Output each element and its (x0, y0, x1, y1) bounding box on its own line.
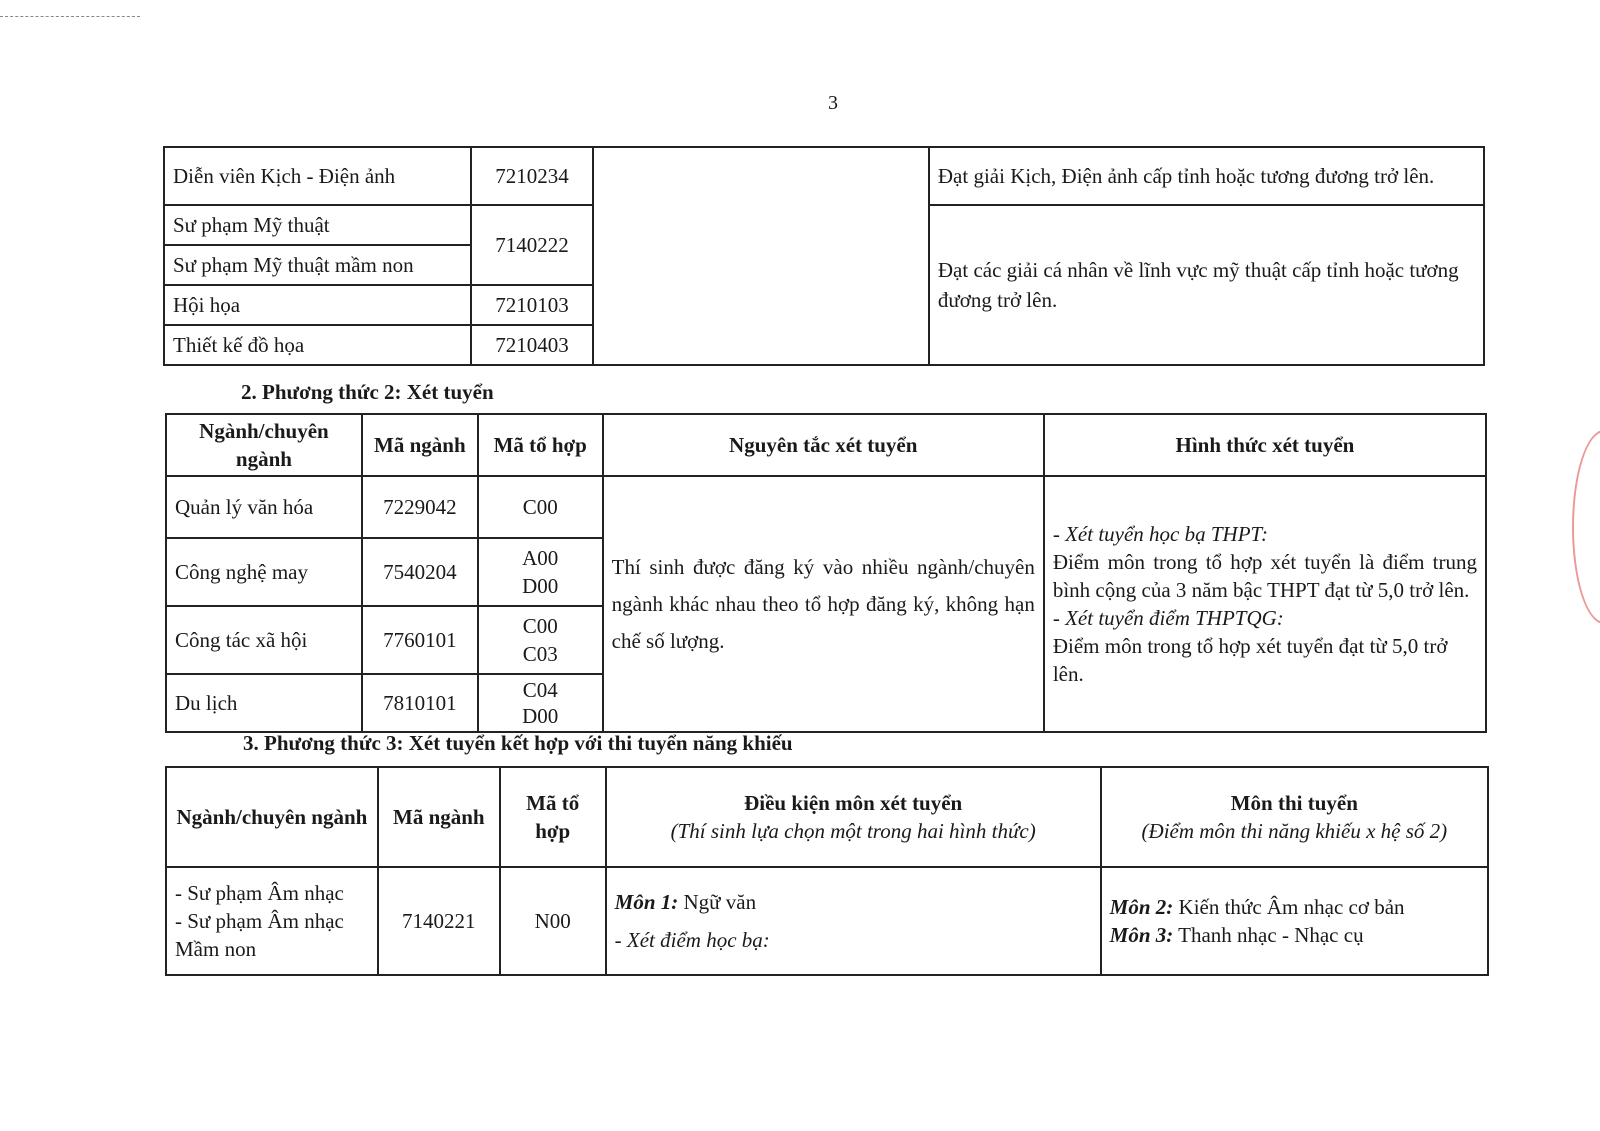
major-name: Sư phạm Mỹ thuật mầm non (164, 245, 471, 285)
talent-award-table (163, 146, 1485, 366)
col-header-code: Mã ngành (362, 414, 478, 476)
exam-subjects (1101, 867, 1488, 975)
admission-form (1044, 476, 1486, 732)
subject-value: Ngữ văn (683, 890, 757, 914)
exam-title: Môn thi tuyển (1230, 791, 1358, 815)
major-code: 7810101 (362, 674, 478, 732)
red-stamp-edge (1572, 430, 1600, 624)
condition-title: Điều kiện môn xét tuyển (744, 791, 963, 815)
subject-conditions (606, 867, 1101, 975)
empty-cell (593, 147, 928, 365)
combo-code: N00 (500, 867, 606, 975)
combo-code: C00 (478, 476, 603, 538)
col-header-form: Hình thức xét tuyển (1044, 414, 1486, 476)
transcript-condition: - Xét điểm học bạ: (614, 928, 770, 952)
major-name-line: - Sư phạm Âm nhạc (175, 881, 344, 905)
condition-subtitle: (Thí sinh lựa chọn một trong hai hình thức) (670, 819, 1036, 843)
col-header-major: Ngành/chuyên ngành (166, 767, 378, 867)
form-detail-exam: Điểm môn trong tổ hợp xét tuyển đạt từ 5,0 trở lên. (1052, 634, 1448, 686)
major-code: 7210234 (471, 147, 594, 205)
form-heading-transcript: - Xét tuyển học bạ THPT: (1052, 522, 1269, 546)
page-number: 3 (828, 92, 838, 114)
major-name: Diễn viên Kịch - Điện ảnh (164, 147, 471, 205)
method2-table (165, 413, 1487, 733)
major-name: Hội họa (164, 285, 471, 325)
major-name (166, 867, 378, 975)
subject-label: Môn 3: (1109, 923, 1174, 947)
method3-table (165, 766, 1489, 976)
exam-subtitle: (Điểm môn thi năng khiếu x hệ số 2) (1141, 819, 1448, 843)
major-name: Du lịch (166, 674, 362, 732)
section-heading: 2. Phương thức 2: Xét tuyển (241, 380, 494, 404)
subject-label: Môn 1: (614, 890, 679, 914)
scan-artifact (0, 16, 140, 17)
combo-code: A00 D00 (478, 538, 603, 606)
major-name: Quản lý văn hóa (166, 476, 362, 538)
col-header-combo: Mã tổ hợp (500, 767, 606, 867)
major-name: Thiết kế đồ họa (164, 325, 471, 365)
major-code: 7229042 (362, 476, 478, 538)
major-name: Sư phạm Mỹ thuật (164, 205, 471, 245)
award-condition: Đạt các giải cá nhân về lĩnh vực mỹ thuật cấp tỉnh hoặc tương đương trở lên. (929, 205, 1484, 365)
major-code: 7760101 (362, 606, 478, 674)
form-heading-exam: - Xét tuyển điểm THPTQG: (1052, 606, 1284, 630)
section-heading: 3. Phương thức 3: Xét tuyển kết hợp với thi tuyển năng khiếu (243, 731, 793, 755)
award-condition: Đạt giải Kịch, Điện ảnh cấp tỉnh hoặc tương đương trở lên. (929, 147, 1484, 205)
col-header-combo: Mã tổ hợp (478, 414, 603, 476)
major-code: 7140221 (378, 867, 500, 975)
combo-code: C04 D00 (478, 674, 603, 732)
subject-value: Kiến thức Âm nhạc cơ bản (1178, 895, 1405, 919)
major-code: 7210103 (471, 285, 594, 325)
major-name: Công nghệ may (166, 538, 362, 606)
subject-value: Thanh nhạc - Nhạc cụ (1178, 923, 1364, 947)
combo-code: C00 C03 (478, 606, 603, 674)
col-header-principle: Nguyên tắc xét tuyển (603, 414, 1044, 476)
form-detail-transcript: Điểm môn trong tổ hợp xét tuyển là điểm trung bình cộng của 3 năm bậc THPT đạt từ 5,0 trở lên. (1052, 550, 1477, 602)
admission-principle: Thí sinh được đăng ký vào nhiều ngành/chuyên ngành khác nhau theo tổ hợp đăng ký, không hạn chế số lượng. (603, 476, 1044, 732)
major-code: 7140222 (471, 205, 594, 285)
col-header-code: Mã ngành (378, 767, 500, 867)
subject-label: Môn 2: (1109, 895, 1174, 919)
col-header-major: Ngành/chuyên ngành (166, 414, 362, 476)
major-code: 7210403 (471, 325, 594, 365)
col-header-condition (606, 767, 1101, 867)
major-code: 7540204 (362, 538, 478, 606)
col-header-exam (1101, 767, 1488, 867)
major-name-line: - Sư phạm Âm nhạc Mầm non (175, 909, 344, 961)
major-name: Công tác xã hội (166, 606, 362, 674)
